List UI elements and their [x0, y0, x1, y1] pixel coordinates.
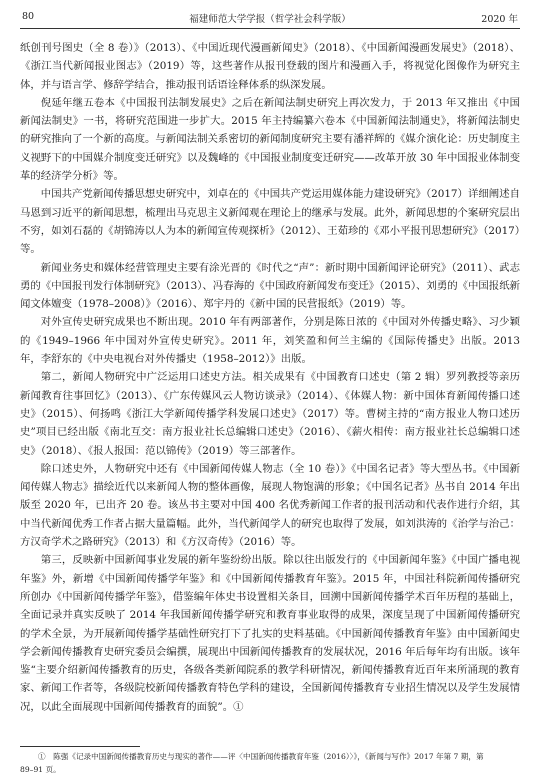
footnote-rule [20, 746, 140, 747]
footnote [20, 750, 520, 776]
paragraph: 新闻业务史和媒体经营管理史主要有涂光晋的《时代之“声”：新时期中国新闻评论研究》（2011）、武志勇的《中国报刊发行体制研究》（2013）、冯春海的《中国政府新闻发布变迁》（2015）、刘勇的《中国报纸新闻文体嬗变（1978–2008）》（2016）、郑宇丹的《新中国的民营报纸》（2019）等。 [20, 261, 520, 311]
paragraph: 纸创刊号图史（全 8 卷）》（2013）、《中国近现代漫画新闻史》（2018）、《中国新闻漫画发展史》（2018）、《浙江当代新闻报业图志》（2019）等，这些著作从报刊登载的图片和漫画入手，将视觉化图像作为研究主体，并与语言学、修辞学结合，推动报刊话语诠释体系的纵深发展。 [20, 42, 520, 91]
journal-title: 福建师范大学学报（哲学社会科学版） [189, 14, 351, 25]
paragraph: 第二，新闻人物研究中广泛运用口述史方法。相关成果有《中国教育口述史（第 2 辑）罗列教授等亲历新闻教育往事回忆》（2013）、《广东传媒风云人物访谈录》（2014）、《体媒人物：新中国体育新闻传播口述史》（2015）、何扬鸣《浙江大学新闻传播学科发展口述史》（2017）等。曹树主持的“南方报业人物口述历史”项目已经出版《南北互交：南方报业社长总编辑口述史》（2016）、《薪火相传：南方报业社长总编辑口述史》（2018）、《报人报国：范以锦传》（2019）等三部著作。 [20, 371, 520, 457]
footnote-line: 89–91 页。 [20, 765, 61, 774]
article-body [20, 39, 520, 716]
header-rule [20, 28, 520, 29]
running-header [20, 11, 520, 29]
page-number: 80 [22, 11, 35, 22]
paragraph: 倪延年继五卷本《中国报刊法制发展史》之后在新闻法制史研究上再次发力，于 2013 年又推出《中国新闻法制史》一书，将研究范围进一步扩大。2015 年主持编纂六卷本《中国新闻法制通史》，将新闻法制史的研究推向了一个新的高度。与新闻法制关系密切的新闻制度研究主要有潘祥辉的《媒介演化论：历史制度主义视野下的中国媒介制度变迁研究》以及魏峰的《中国报业制度变迁研究——改革开放 30 年中国报业体制变革的经济学分析》等。 [20, 96, 520, 183]
paragraph: 对外宣传史研究成果也不断出现。2010 年有两部著作，分别是陈日浓的《中国对外传播史略》、习少颖的《1949–1966 年中国对外宣传史研究》。2011 年，刘笑盈和何兰主编的《国际传播史》出版。2013 年，李舒东的《中央电视台对外传播史（1958–2012）》出版。 [20, 316, 520, 366]
publication-year: 2020 年 [481, 14, 518, 25]
paragraph: 中国共产党新闻传播思想史研究中，刘卓在的《中国共产党运用媒体能力建设研究》（2017）详细阐述自马恩到习近平的新闻思想，梳理出马克思主义新闻观在理论上的继承与发展。此外，新闻思想的个案研究层出不穷，如刘石磊的《胡锦涛以人为本的新闻宣传观探析》（2012）、王茹珍的《邓小平报刊思想研究》（2017）等。 [20, 188, 520, 256]
footnote-line: ① 陈强《记录中国新闻传播教育历史与现实的著作——评〈中国新闻传播教育年鉴（2016）〉》，《新闻与写作》2017 年第 7 期，第 [38, 752, 484, 761]
paragraph: 第三，反映新中国新闻事业发展的新年鉴纷纷出版。除以往出版发行的《中国新闻年鉴》《中国广播电视年鉴》外，新增《中国新闻传播学年鉴》和《中国新闻传播教育年鉴》。2015 年，中国社科院新闻传播研究所创办《中国新闻传播学年鉴》，借鉴编年体史书设置相关条目，回溯中国新闻传播学术百年历程的基础上，全面记录并真实反映了 2014 年我国新闻传播学研究和教育事业取得的成果，深度呈现了中国新闻传播研究的学术全景，为开展新闻传播学基础性研究打下了扎实的史料基础。《中国新闻传播教育年鉴》由中国新闻史学会新闻传播教育史研究委员会编撰，展现出中国新闻传播教育的发展状况，2016 年后每年均有出版。该年鉴“主要介绍新闻传播教育的历史，各级各类新闻院系的教学科研情况，新闻传播教育近百年来所涌现的教育家、新闻工作者等，各级院校新闻传播教育特色学科的建设，全国新闻传播教育专业招生情况以及学生发展情况，以此全面展现中国新闻传播教育的面貌”。① [20, 554, 520, 713]
paragraph: 除口述史外，人物研究中还有《中国新闻传媒人物志（全 10 卷）》《中国名记者》等大型丛书。《中国新闻传媒人物志》描绘近代以来新闻人物的整体画像，展现人物饱满的形象；《中国名记者》丛书自 2014 年出版至 2020 年，已出齐 20 卷。该丛书主要对中国 400 名优秀新闻工作者的报刊活动和代表作进行介绍，其中当代新闻优秀工作者占据大量篇幅。此外，当代新闻学人的研究也取得了发展，如刘洪涛的《治学与治己：方汉奇学术之路研究》（2013）和《方汉奇传》（2016）等。 [20, 462, 520, 549]
